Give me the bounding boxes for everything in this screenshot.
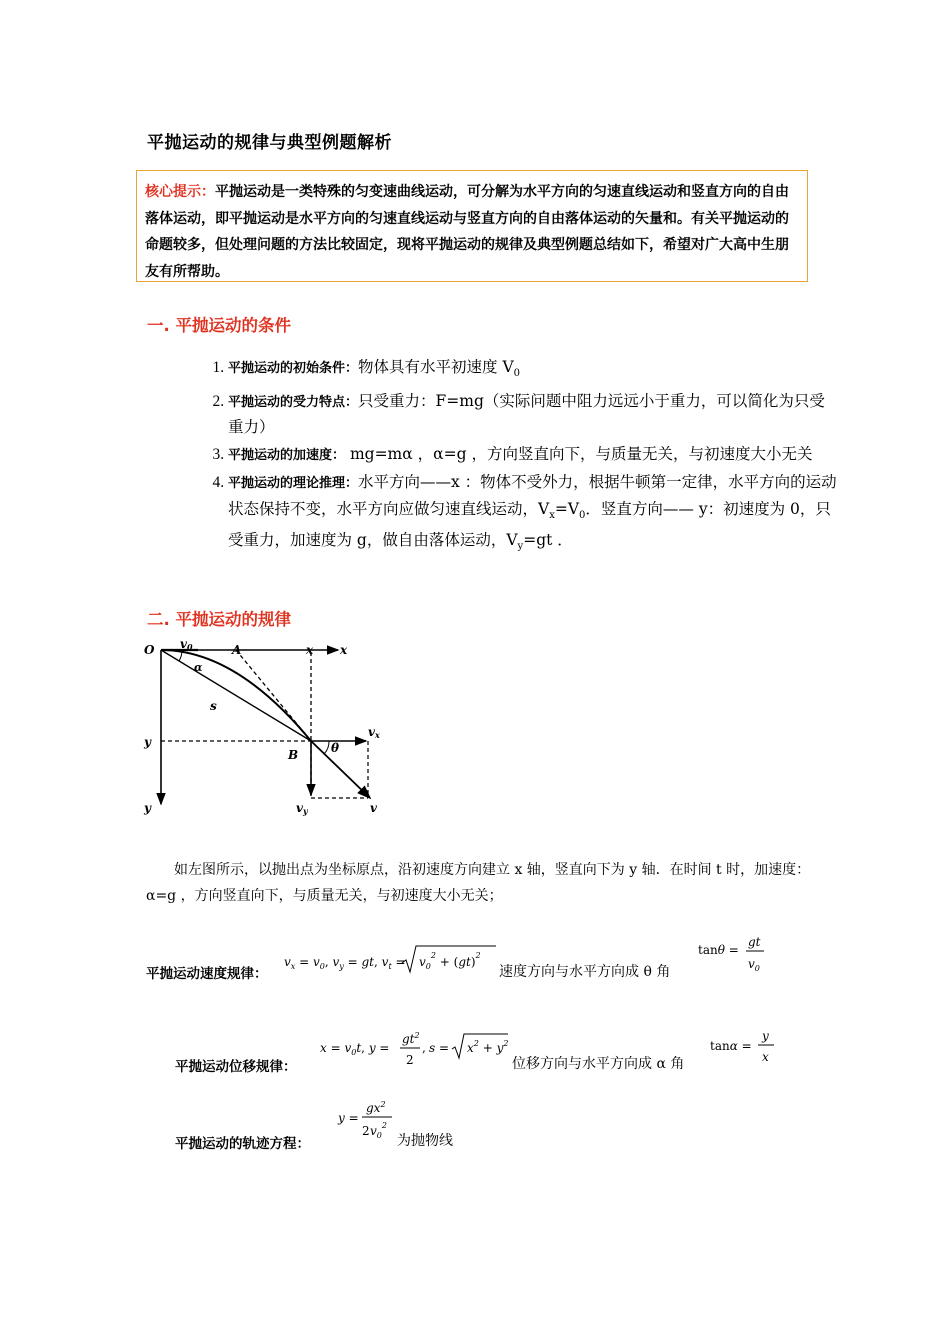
svg-text:x2 + y2: $x^2 + y^2$ — [467, 1039, 509, 1055]
svg-text:,: , — [422, 1041, 426, 1055]
x-axis-label: x — [340, 643, 348, 657]
tan-theta-formula — [696, 930, 770, 978]
theta-arc — [324, 741, 329, 754]
y-left-label: y — [144, 735, 151, 749]
list-item: 4. 平抛运动的理论推理：水平方向——x ：物体不受外力，根据牛顿第一定律，水平方向的运动状态保持不变，水平方向应做匀速直线运动，$V_x=V_0$．竖直方向—— y：初速度为 0，只受重力，加速度为 g，做自由落体运动，$V_y=gt$ ． — [228, 470, 838, 560]
svg-text:s =: s = — [429, 1041, 450, 1055]
tan-alpha-formula — [708, 1026, 778, 1070]
svg-text:tanα =: tanα = — [710, 1039, 752, 1053]
list-item: 1. 平抛运动的初始条件：物体具有水平初速度 $V_0$ — [228, 355, 838, 387]
core-tip-box — [136, 170, 808, 282]
velocity-formula — [282, 936, 498, 982]
v0-label: v0 — [180, 638, 193, 652]
page-title: 平抛运动的规律与典型例题解析 — [147, 133, 392, 153]
x-top-label: x — [306, 643, 314, 657]
svg-text:v02: $v_0^2$ — [370, 1121, 387, 1140]
svg-text:y =: y = — [338, 1111, 359, 1125]
svg-text:tanθ =: tanθ = — [698, 943, 739, 957]
s-label: s — [210, 699, 217, 713]
displacement-formula — [318, 1028, 510, 1072]
trajectory-label: 平抛运动的轨迹方程： — [175, 1136, 310, 1152]
conditions-list — [206, 355, 838, 562]
svg-text:y: y — [762, 1029, 769, 1043]
vx-label: vx — [368, 725, 380, 740]
svg-text:2: 2 — [406, 1053, 414, 1067]
v-label: v — [370, 801, 377, 815]
section-heading-laws: 二. 平抛运动的规律 — [147, 610, 292, 629]
list-item: 3. 平抛运动的加速度： mg=mα ，α=g ，方向竖直向下，与质量无关，与初速度大小无关 — [228, 442, 838, 469]
origin-label: O — [144, 643, 155, 657]
svg-text:v02 + (gt)2: $v_0^2 + (gt)^2$ — [419, 951, 481, 971]
displacement-law-note: 位移方向与水平方向成 α 角 — [512, 1056, 685, 1072]
projectile-diagram — [138, 638, 398, 820]
core-tip-text: 平抛运动是一类特殊的匀变速曲线运动，可分解为水平方向的匀速直线运动和竖直方向的自由落体运动，即平抛运动是水平方向的匀速直线运动与竖直方向的自由落体运动的矢量和。有关平抛运动的命题较多，但处理问题的方法比较固定，现将平抛运动的规律及典型例题总结如下，希望对广大高中生朋友有所帮助。 — [145, 184, 789, 280]
svg-text:gx2: $gx^2$ — [366, 1100, 386, 1115]
point-a-label: A — [232, 643, 242, 657]
svg-text:x: x — [762, 1050, 769, 1064]
svg-text:gt2: $gt^2$ — [402, 1031, 420, 1046]
displacement-chord — [161, 650, 311, 741]
alpha-label: α — [194, 661, 203, 674]
v-vector — [311, 741, 370, 798]
svg-text:x = v0t, y =: $x = v_0t$, y = — [320, 1041, 390, 1057]
trajectory-formula — [336, 1096, 396, 1146]
svg-text:vx = v0, vy = gt, vt =: $v_x = v_0$, $v_y$ = gt, $v_t$ = — [284, 955, 406, 971]
velocity-law-label: 平抛运动速度规律： — [146, 966, 268, 982]
displacement-law-label: 平抛运动位移规律： — [175, 1059, 297, 1075]
svg-text:2: 2 — [362, 1124, 370, 1138]
svg-text:gt: gt — [748, 935, 761, 949]
point-b-label: B — [288, 748, 299, 762]
y-axis-label: y — [144, 801, 151, 815]
diagram-description: 如左图所示，以抛出点为坐标原点，沿初速度方向建立 x 轴，竖直向下为 y 轴．在时间 t 时，加速度：α=g ，方向竖直向下，与质量无关，与初速度大小无关； — [146, 862, 811, 904]
section-heading-conditions: 一. 平抛运动的条件 — [147, 316, 292, 335]
velocity-law-note: 速度方向与水平方向成 θ 角 — [499, 964, 671, 980]
vy-label: vy — [296, 801, 308, 816]
list-item: 2. 平抛运动的受力特点：只受重力：F=mg（实际问题中阻力远远小于重力，可以简化为只受重力） — [228, 389, 838, 440]
theta-label: θ — [331, 741, 340, 755]
svg-text:v0: $v_0$ — [748, 957, 760, 973]
core-tip-label: 核心提示： — [145, 184, 215, 200]
trajectory-note: 为抛物线 — [397, 1133, 453, 1149]
